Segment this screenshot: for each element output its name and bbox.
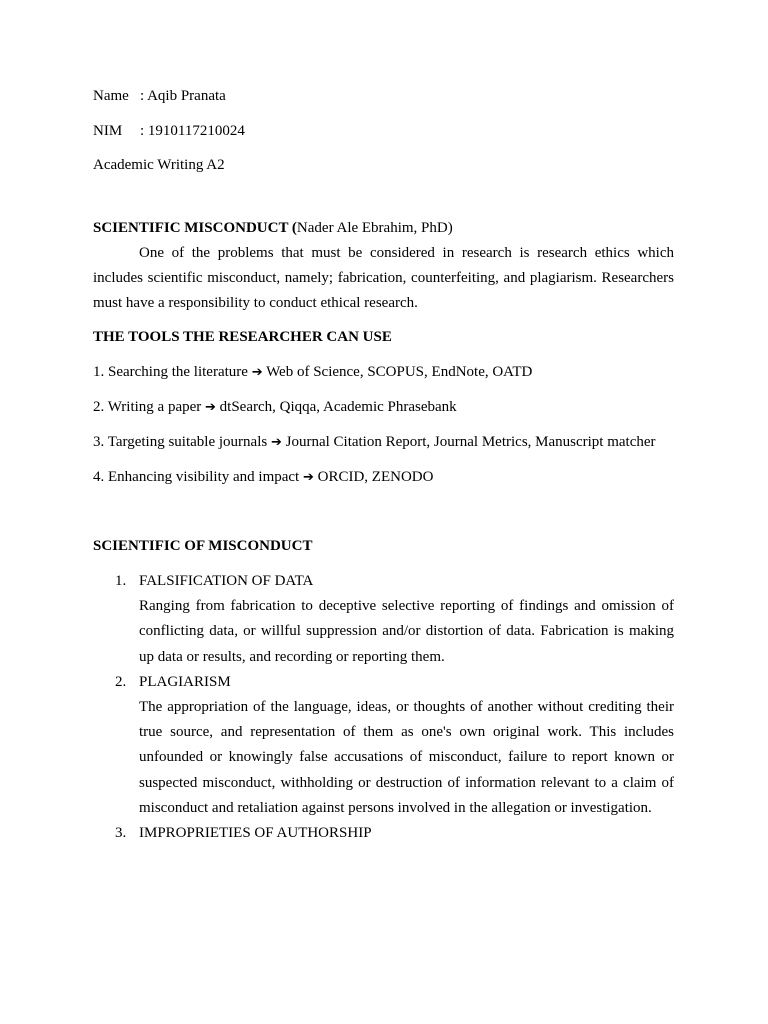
misconduct-item xyxy=(93,670,674,821)
misconduct-description: Ranging from fabrication to deceptive selective reporting of findings and omission of conflicting data, or willful suppression and/or distortion of data. Fabrication is making up data or results, and recording or reporting them. xyxy=(139,598,674,665)
misconduct-heading: SCIENTIFIC OF MISCONDUCT xyxy=(93,538,313,554)
intro-heading xyxy=(93,216,674,241)
name-line xyxy=(93,85,674,107)
right-arrow-icon: ➔ xyxy=(251,365,263,380)
misconduct-item xyxy=(93,569,674,670)
misconduct-item xyxy=(93,821,674,846)
name-value: : Aqib Pranata xyxy=(140,88,226,104)
misconduct-title: IMPROPRIETIES OF AUTHORSHIP xyxy=(139,825,372,842)
tool-value: Web of Science, SCOPUS, EndNote, OATD xyxy=(266,364,533,380)
course-name: Academic Writing A2 xyxy=(93,157,225,173)
name-label: Name xyxy=(93,88,129,104)
tool-item xyxy=(93,360,674,385)
tool-label: 2. Writing a paper xyxy=(93,399,202,415)
nim-value: : 1910117210024 xyxy=(140,122,245,139)
right-arrow-icon: ➔ xyxy=(270,435,282,450)
intro-paragraph xyxy=(93,241,674,316)
misconduct-list xyxy=(93,569,674,846)
misconduct-title: FALSIFICATION OF DATA xyxy=(139,573,314,589)
nim-line xyxy=(93,120,674,142)
tool-value: ORCID, ZENODO xyxy=(317,469,434,485)
misconduct-number: 3. xyxy=(115,825,127,842)
tool-item xyxy=(93,465,674,490)
misconduct-number: 2. xyxy=(115,673,127,690)
intro-heading-text: SCIENTIFIC MISCONDUCT ( xyxy=(93,220,297,236)
misconduct-number: 1. xyxy=(115,573,127,589)
tool-item xyxy=(93,430,674,455)
intro-credit: Nader Ale Ebrahim, PhD) xyxy=(296,220,453,236)
tool-label: 1. Searching the literature xyxy=(93,364,248,380)
nim-label: NIM xyxy=(93,122,123,139)
misconduct-description: The appropriation of the language, ideas, or thoughts of another without crediting their true source, and representation of them as one's own original work. This includes unfounded or knowingly false accusations of misconduct, failure to report known or suspected misconduct, withholding or destruction of information relevant to a claim of misconduct and retaliation against persons involved in the allegation or investigation. xyxy=(139,698,674,817)
tool-label: 4. Enhancing visibility and impact xyxy=(93,469,300,485)
tools-heading: THE TOOLS THE RESEARCHER CAN USE xyxy=(93,329,392,345)
tools-list xyxy=(93,360,674,490)
tool-label: 3. Targeting suitable journals xyxy=(93,434,268,450)
right-arrow-icon: ➔ xyxy=(205,400,216,415)
tool-value: dtSearch, Qiqqa, Academic Phrasebank xyxy=(219,399,457,415)
course-line xyxy=(93,154,674,176)
misconduct-title: PLAGIARISM xyxy=(139,673,231,690)
tool-item xyxy=(93,395,674,420)
intro-paragraph-text: One of the problems that must be considered in research is research ethics which includes scientific misconduct, namely; fabrication, counterfeiting, and plagiarism. Researchers must have a responsibility to conduct ethical research. xyxy=(93,245,674,311)
document-page xyxy=(93,85,674,846)
right-arrow-icon: ➔ xyxy=(302,470,314,485)
tool-value: Journal Citation Report, Journal Metrics, Manuscript matcher xyxy=(285,434,656,450)
